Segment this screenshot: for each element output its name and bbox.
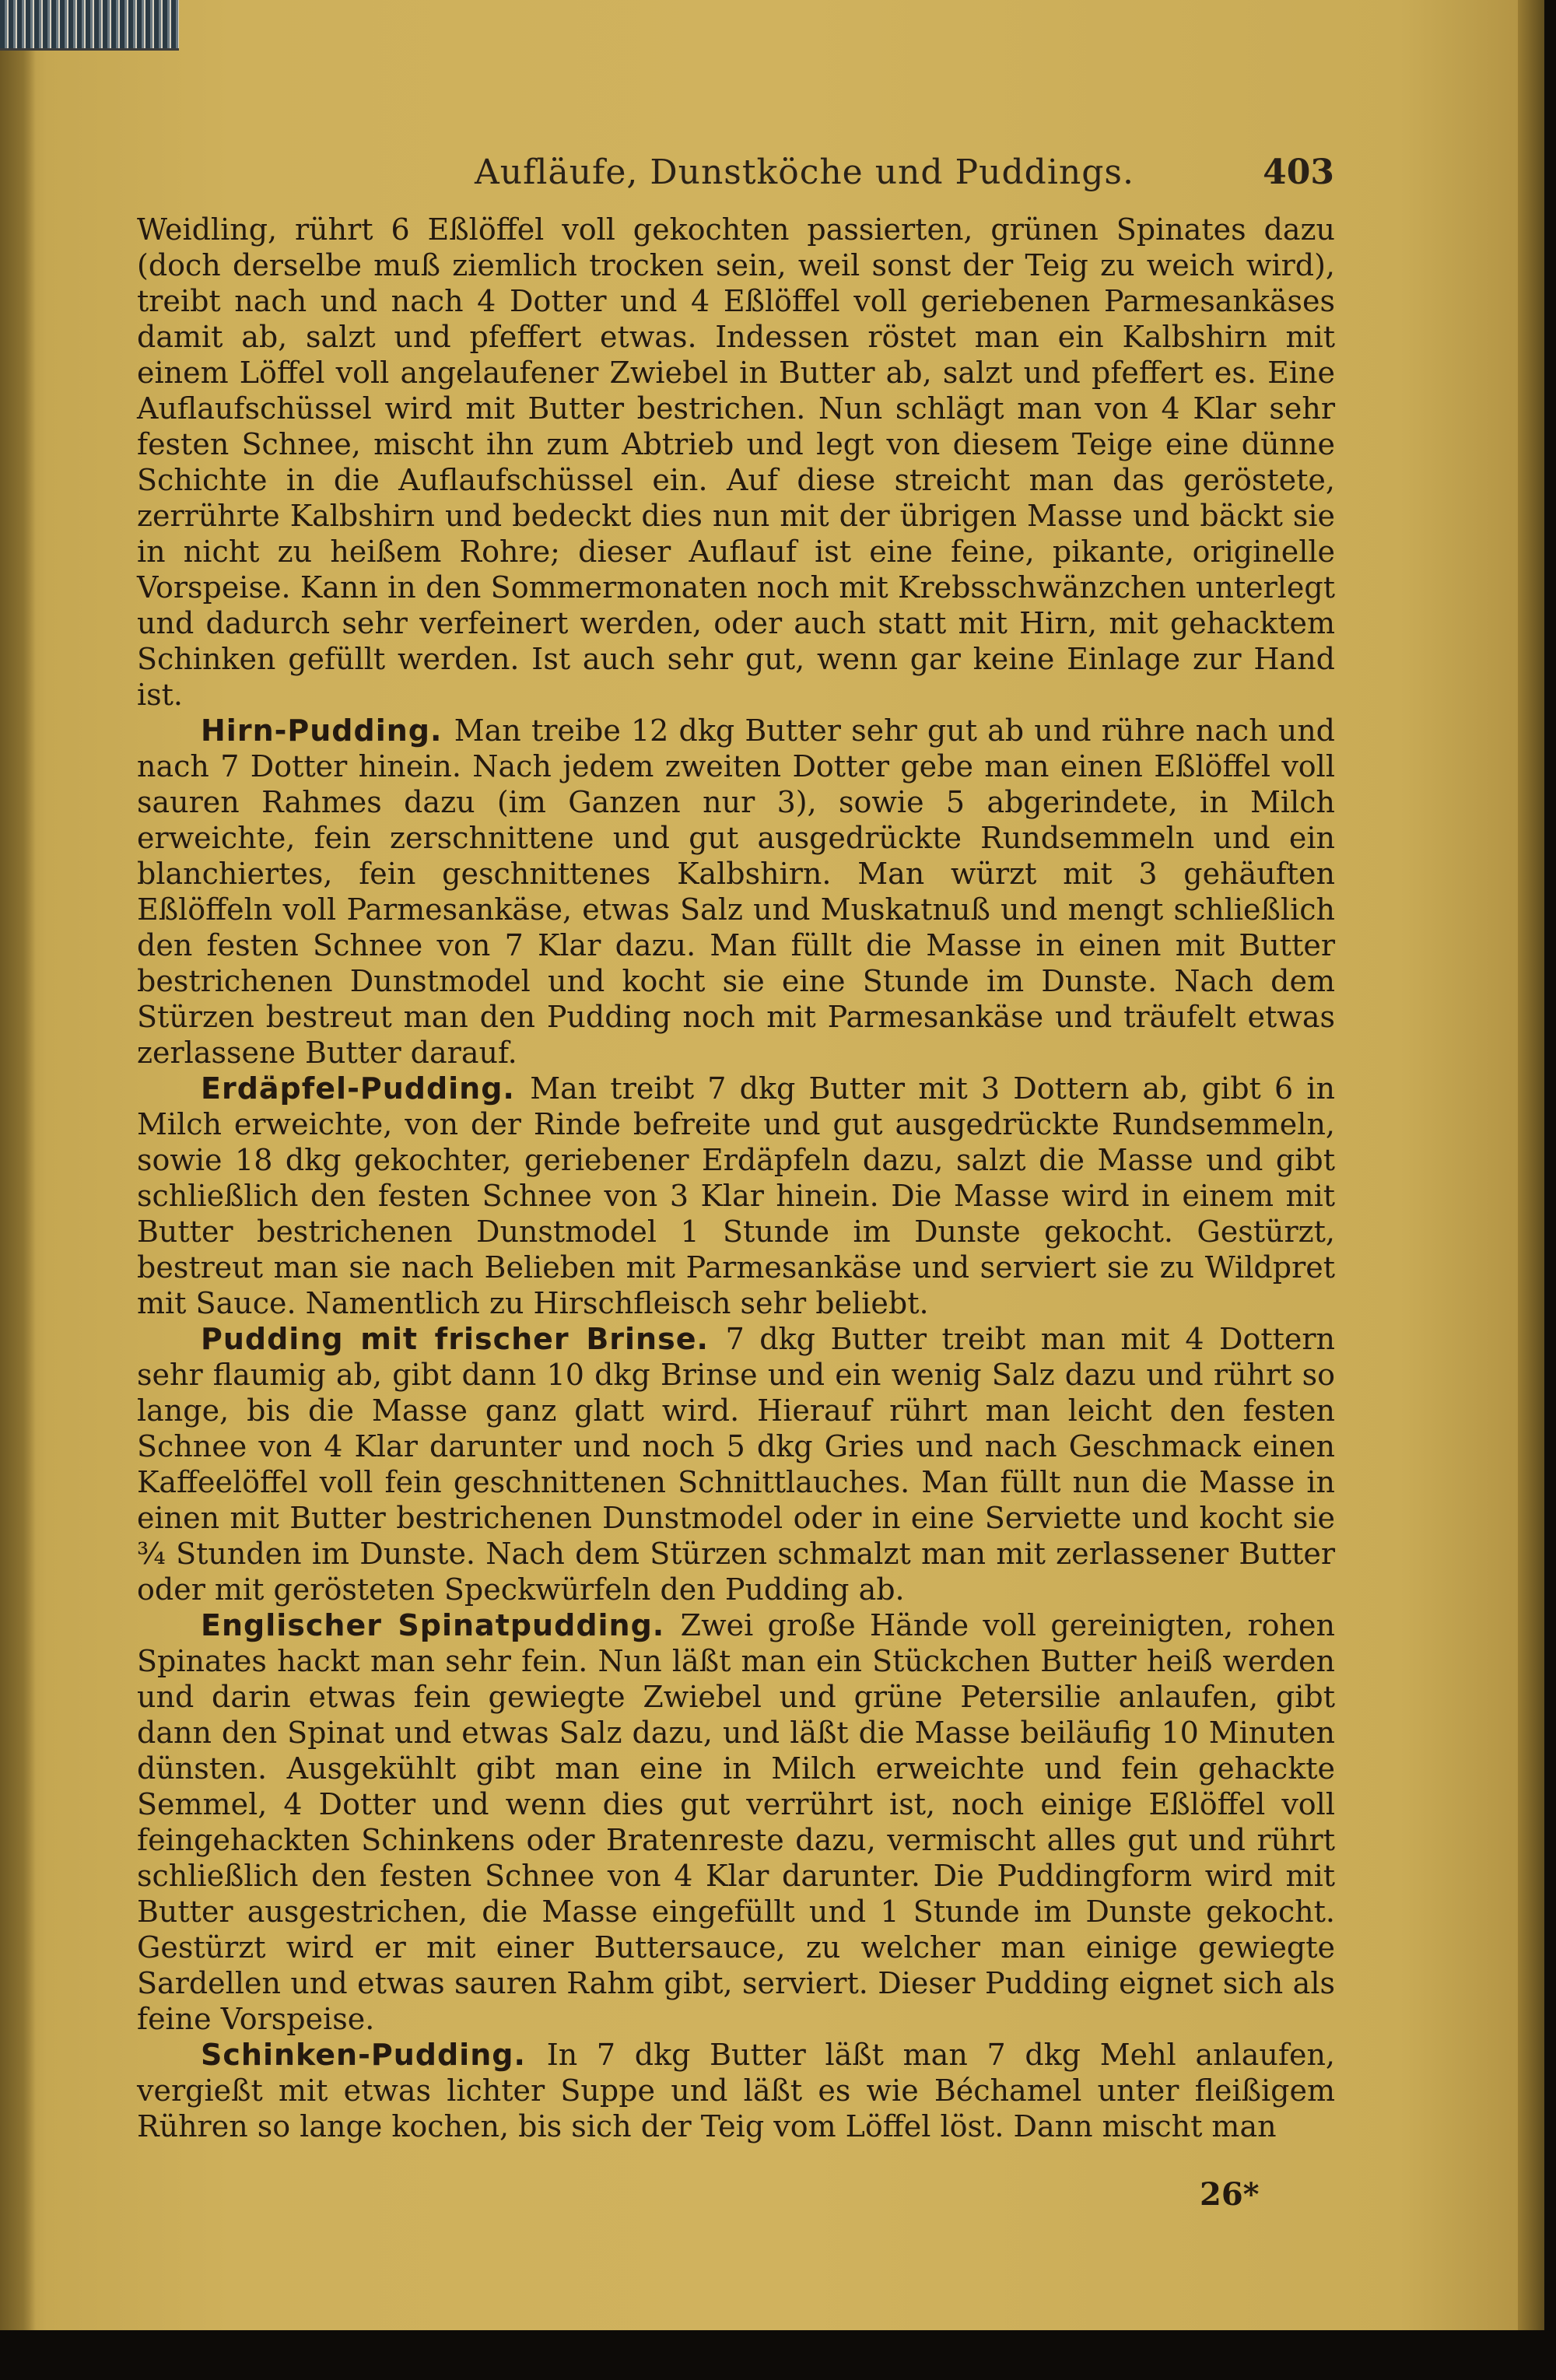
recipe-englischer-spinatpudding [137,1607,1335,2037]
recipe-erdaepfel-pudding [137,1071,1335,1321]
scan-background [0,2330,1556,2380]
signature-mark: 26* [1200,2176,1260,2213]
recipe-heading: Erdäpfel-Pudding. [201,1071,531,1106]
page-gutter-shadow [0,0,36,2330]
book-edge [1518,0,1544,2330]
recipe-text: Man treibe 12 dkg Butter sehr gut ab und rühre nach und nach 7 Dotter hinein. Nach jedem zweiten Dotter gebe man einen Eßlöffel voll sauren Rahmes dazu (im Ganzen nur 3), sowie 5 abgerindete, in Milch erweichte, fein zerschnittene und gut ausgedrückte Rundsemmeln und ein blanchiertes, fein geschnittenes Kalbshirn. Man würzt mit 3 gehäuften Eßlöffeln voll Parmesankäse, etwas Salz und Muskatnuß und mengt schließlich den festen Schnee von 7 Klar dazu. Man füllt die Masse in einen mit Butter bestrichenen Dunstmodel und kocht sie eine Stunde im Dunste. Nach dem Stürzen bestreut man den Pudding noch mit Parmesankäse und träufelt etwas zerlassene Butter darauf. [137,713,1335,1070]
recipe-text: Zwei große Hände voll gereinigten, rohen Spinates hackt man sehr fein. Nun läßt man ein Stückchen Butter heiß werden und darin etwas fein gewiegte Zwiebel und grüne Petersilie anlaufen, gibt dann den Spinat und etwas Salz dazu, und läßt die Masse beiläufig 10 Minuten dünsten. Ausgekühlt gibt man eine in Milch erweichte und fein gehackte Semmel, 4 Dotter und wenn dies gut verrührt ist, noch einige Eßlöffel voll feingehackten Schinkens oder Bratenreste dazu, vermischt alles gut und rührt schließlich den festen Schnee von 4 Klar darunter. Die Puddingform wird mit Butter ausgestrichen, die Masse eingefüllt und 1 Stunde im Dunste gekocht. Gestürzt wird er mit einer Buttersauce, zu welcher man einige gewiegte Sardellen und etwas sauren Rahm gibt, serviert. Dieser Pudding eignet sich als feine Vorspeise. [137,1608,1335,2036]
bookmark-ribbon [0,0,179,51]
recipe-heading: Pudding mit frischer Brinse. [201,1322,726,1356]
page-header [132,152,1334,199]
running-title: Aufläufe, Dunstköche und Puddings. [475,152,1134,192]
recipe-text: Man treibt 7 dkg Butter mit 3 Dottern ab, gibt 6 in Milch erweichte, von der Rinde befreite und gut ausgedrückte Rundsemmeln, sowie 18 dkg gekochter, geriebener Erdäpfeln dazu, salzt die Masse und gibt schließlich den festen Schnee von 3 Klar hinein. Die Masse wird in einem mit Butter bestrichenen Dunstmodel 1 Stunde im Dunste gekocht. Gestürzt, bestreut man sie nach Belieben mit Parmesankäse und serviert sie zu Wildpret mit Sauce. Namentlich zu Hirschfleisch sehr beliebt. [137,1071,1335,1320]
recipe-heading: Englischer Spinatpudding. [201,1608,681,1642]
paragraph-continued [137,212,1335,713]
recipe-text: In 7 dkg Butter läßt man 7 dkg Mehl anlaufen, vergießt mit etwas lichter Suppe und läßt es wie Béchamel unter fleißigem Rühren so lange kochen, bis sich der Teig vom Löffel löst. Dann mischt man [137,2038,1335,2143]
paragraph-text: Weidling, rührt 6 Eßlöffel voll gekochten passierten, grünen Spinates dazu (doch derselbe muß ziemlich trocken sein, weil sonst der Teig zu weich wird), treibt nach und nach 4 Dotter und 4 Eßlöffel voll geriebenen Parmesankäses damit ab, salzt und pfeffert etwas. Indessen röstet man ein Kalbshirn mit einem Löffel voll angelaufener Zwiebel in Butter ab, salzt und pfeffert es. Eine Auflaufschüssel wird mit Butter bestrichen. Nun schlägt man von 4 Klar sehr festen Schnee, mischt ihn zum Abtrieb und legt von diesem Teige eine dünne Schichte in die Auflaufschüssel ein. Auf diese streicht man das geröstete, zerrührte Kalbshirn und bedeckt dies nun mit der übrigen Masse und bäckt sie in nicht zu heißem Rohre; dieser Auflauf ist eine feine, pikante, originelle Vorspeise. Kann in den Sommermonaten noch mit Krebsschwänzchen unterlegt und dadurch sehr verfeinert werden, oder auch statt mit Hirn, mit gehacktem Schinken gefüllt werden. Ist auch sehr gut, wenn gar keine Einlage zur Hand ist. [137,212,1335,712]
recipe-heading: Schinken-Pudding. [201,2038,547,2072]
recipe-heading: Hirn-Pudding. [201,713,454,748]
recipe-schinken-pudding [137,2037,1335,2144]
recipe-pudding-brinse [137,1321,1335,1607]
recipe-text: 7 dkg Butter treibt man mit 4 Dottern sehr flaumig ab, gibt dann 10 dkg Brinse und ein wenig Salz dazu und rührt so lange, bis die Masse ganz glatt wird. Hierauf rührt man leicht den festen Schnee von 4 Klar darunter und noch 5 dkg Gries und nach Geschmack einen Kaffeelöffel voll fein geschnittenen Schnittlauches. Man füllt nun die Masse in einen mit Butter bestrichenen Dunstmodel oder in eine Serviette und kocht sie ¾ Stunden im Dunste. Nach dem Stürzen schmalzt man mit zerlassener Butter oder mit gerösteten Speckwürfeln den Pudding ab. [137,1322,1336,1607]
recipe-hirn-pudding [137,713,1335,1071]
body-text [137,212,1335,2144]
page-number: 403 [1263,152,1334,192]
